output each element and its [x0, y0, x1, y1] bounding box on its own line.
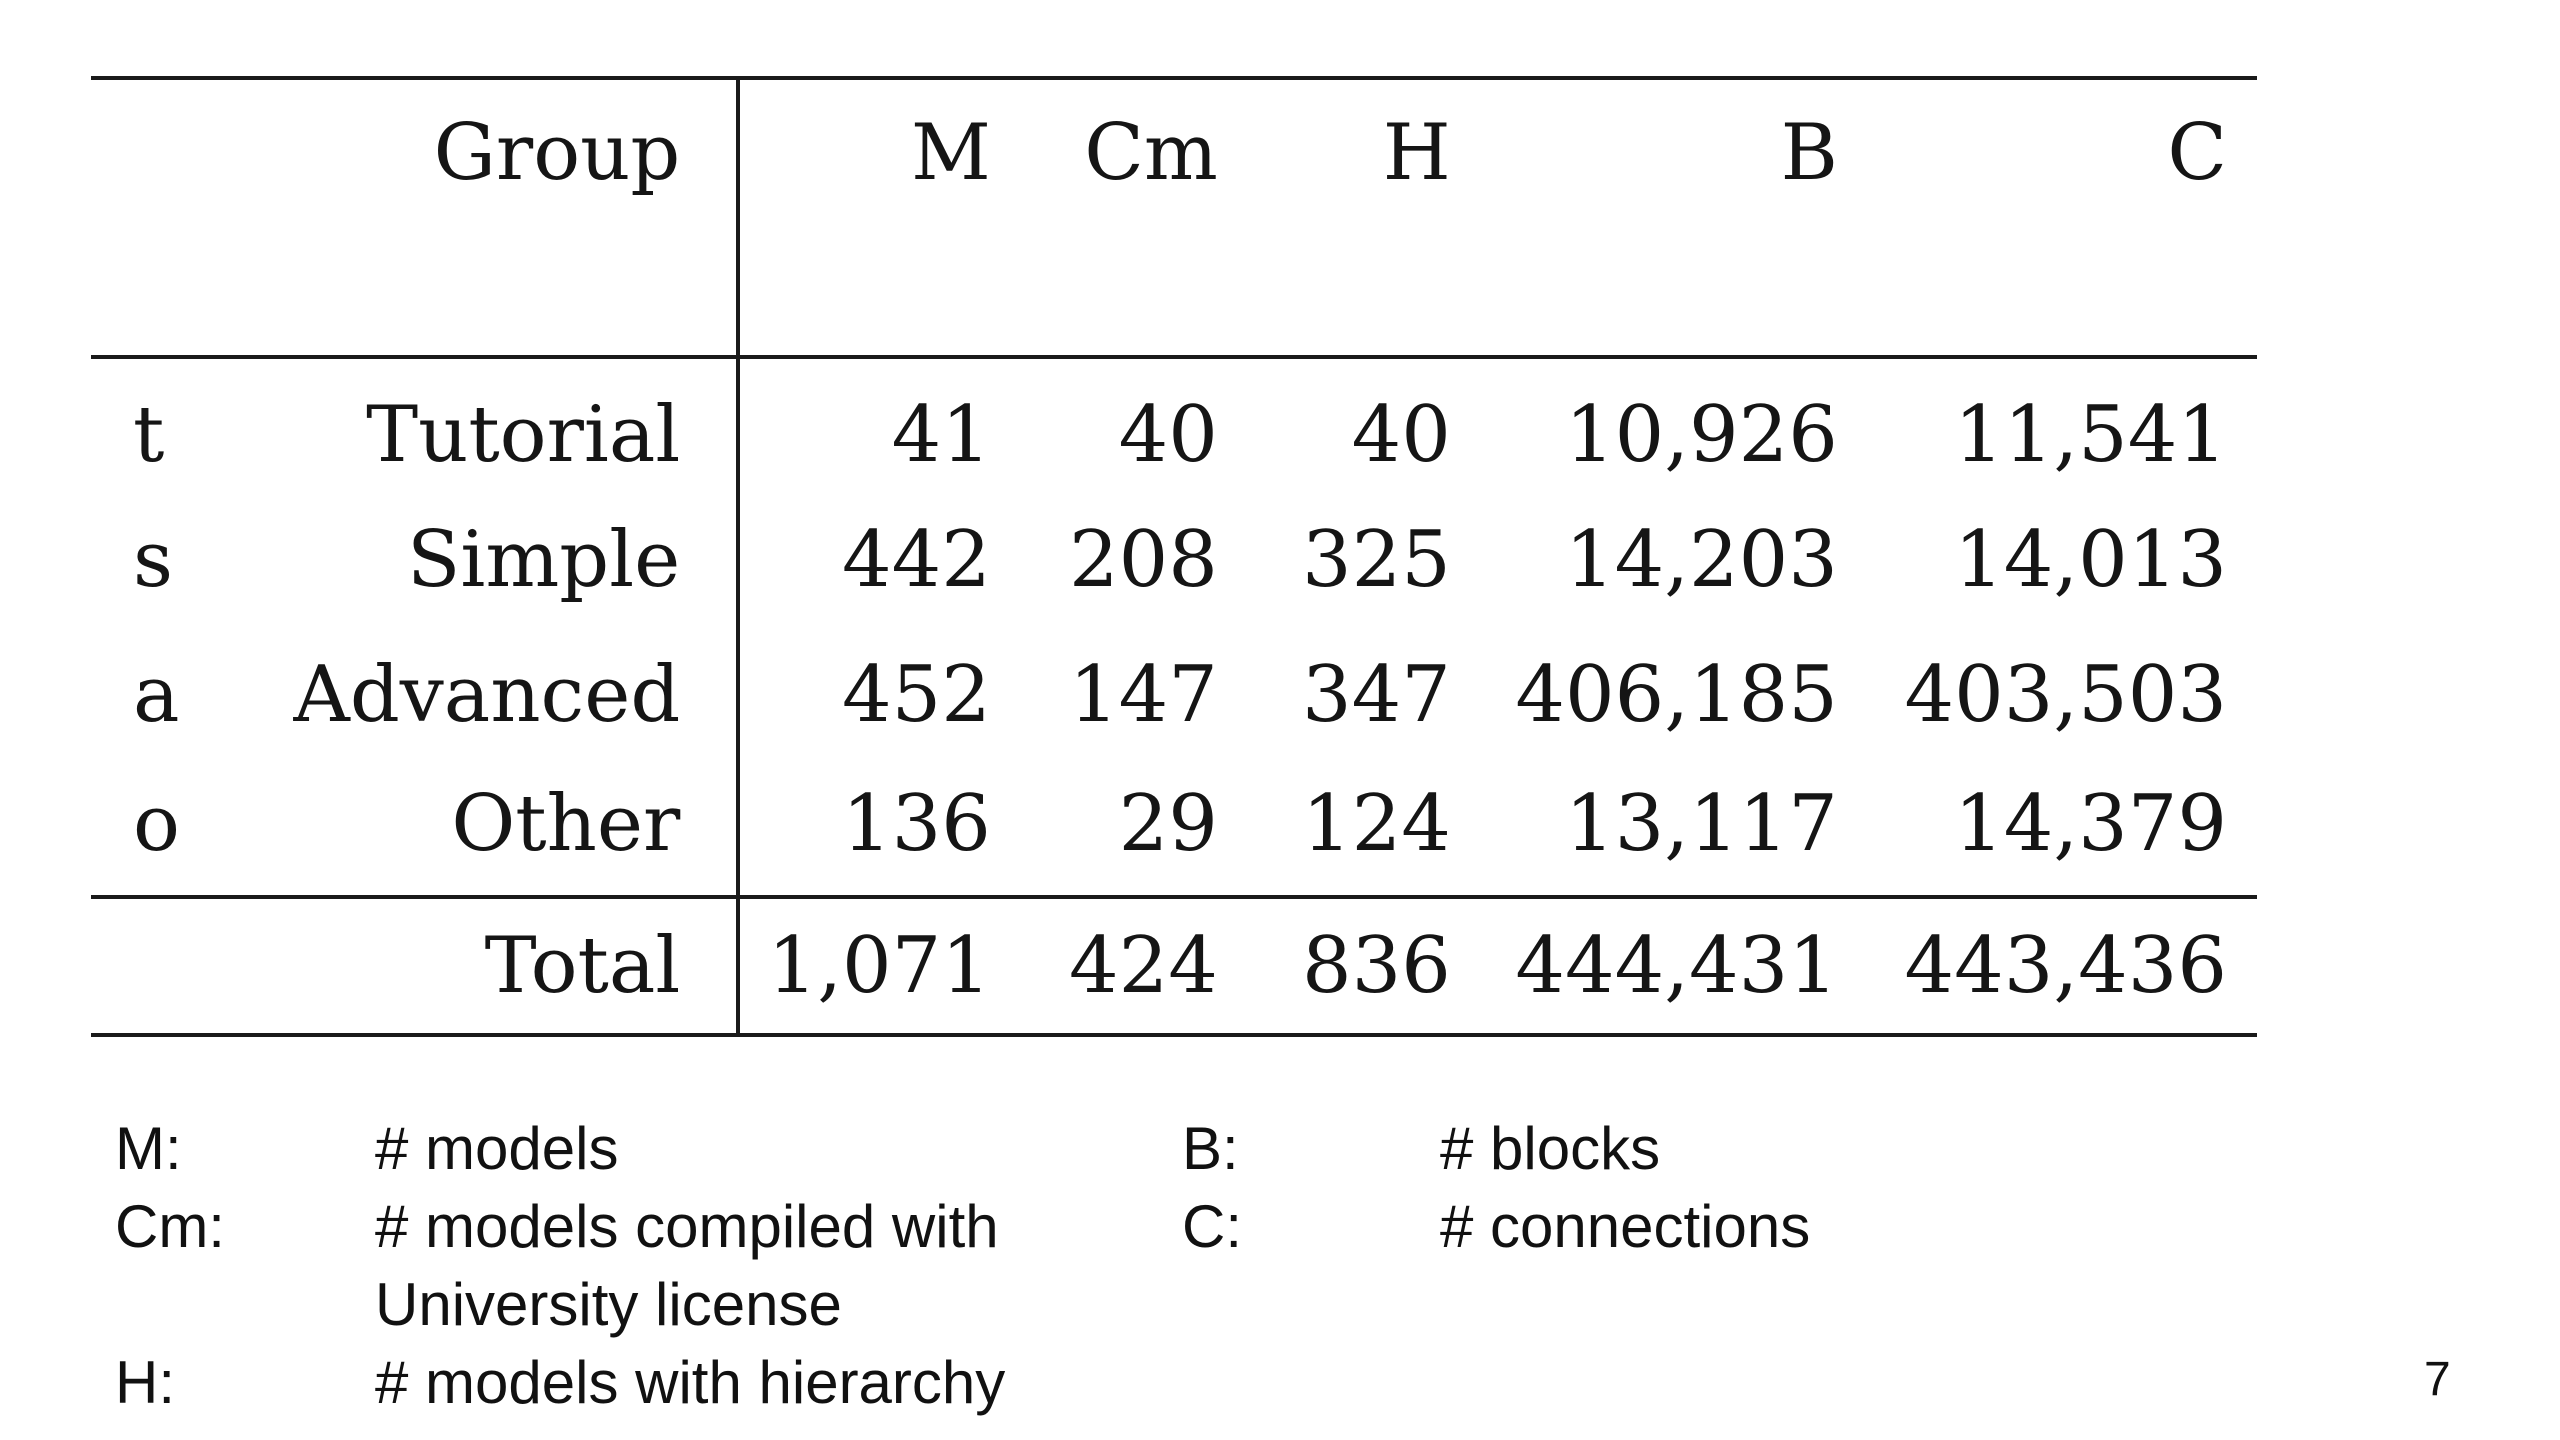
row-b: 13,117 [1564, 778, 1838, 869]
row-group: Advanced [229, 627, 739, 762]
legend-key: B: [1182, 1115, 1239, 1182]
legend-key: M: [115, 1115, 182, 1182]
row-m: 442 [842, 514, 991, 605]
legend-entry-cm [115, 1188, 1195, 1344]
header-group: Group [229, 78, 739, 357]
legend-desc [375, 1110, 618, 1188]
row-b: 14,203 [1564, 514, 1838, 605]
row-group: Tutorial [229, 357, 739, 492]
table-header-row [91, 78, 2257, 357]
table-row [91, 357, 2257, 492]
page-number: 7 [2424, 1353, 2451, 1406]
row-group: Other [229, 762, 739, 897]
legend-key: H: [115, 1349, 175, 1416]
row-m: 136 [842, 778, 991, 869]
header-b: B [1479, 78, 1868, 357]
legend-entry-b [1182, 1110, 2082, 1188]
table-row [91, 627, 2257, 762]
legend-desc-line: # models [375, 1115, 619, 1182]
legend-left-column [115, 1110, 1195, 1422]
legend-entry-h [115, 1344, 1195, 1422]
legend-desc [1440, 1110, 1660, 1188]
header-c: C [1868, 78, 2257, 357]
row-abbr: t [133, 389, 165, 480]
row-cm: 208 [1068, 514, 1218, 605]
legend-right-column [1182, 1110, 2082, 1266]
legend-entry-m [115, 1110, 1195, 1188]
row-h: 347 [1301, 649, 1451, 740]
legend-desc [1440, 1188, 1810, 1266]
row-c: 14,379 [1954, 778, 2227, 869]
statistics-table [91, 76, 2257, 1037]
table-row [91, 492, 2257, 627]
row-cm: 147 [1068, 649, 1218, 740]
legend-key: Cm: [115, 1193, 225, 1260]
legend-desc-line: # models with hierarchy [375, 1349, 1006, 1416]
table-total-row [91, 897, 2257, 1035]
total-h: 836 [1250, 897, 1479, 1035]
total-abbr-cell [91, 897, 229, 1035]
total-label: Total [229, 897, 739, 1035]
header-h: H [1250, 78, 1479, 357]
row-c: 14,013 [1954, 514, 2227, 605]
row-b: 10,926 [1564, 389, 1838, 480]
legend-entry-c [1182, 1188, 2082, 1266]
row-h: 40 [1351, 389, 1451, 480]
table-row [91, 762, 2257, 897]
row-group: Simple [229, 492, 739, 627]
legend-desc-line: # blocks [1440, 1115, 1661, 1182]
row-m: 452 [842, 649, 991, 740]
legend-desc [375, 1188, 999, 1344]
legend-desc-line: University license [375, 1271, 842, 1338]
row-m: 41 [891, 389, 991, 480]
total-c: 443,436 [1868, 897, 2257, 1035]
header-cm: Cm [1045, 78, 1250, 357]
row-abbr: a [133, 649, 180, 740]
total-cm: 424 [1045, 897, 1250, 1035]
legend-desc [375, 1344, 1005, 1422]
legend-desc-line: # connections [1440, 1193, 1811, 1260]
header-abbr-cell [91, 78, 229, 357]
row-cm: 40 [1118, 389, 1218, 480]
total-b: 444,431 [1479, 897, 1868, 1035]
legend-key: C: [1182, 1193, 1242, 1260]
row-c: 403,503 [1904, 649, 2227, 740]
total-m: 1,071 [738, 897, 1045, 1035]
row-h: 124 [1301, 778, 1451, 869]
header-m: M [738, 78, 1045, 357]
row-c: 11,541 [1954, 389, 2227, 480]
row-cm: 29 [1118, 778, 1218, 869]
row-b: 406,185 [1515, 649, 1838, 740]
legend-desc-line: # models compiled with [375, 1193, 999, 1260]
row-abbr: o [133, 778, 180, 869]
row-abbr: s [133, 514, 174, 605]
row-h: 325 [1301, 514, 1451, 605]
